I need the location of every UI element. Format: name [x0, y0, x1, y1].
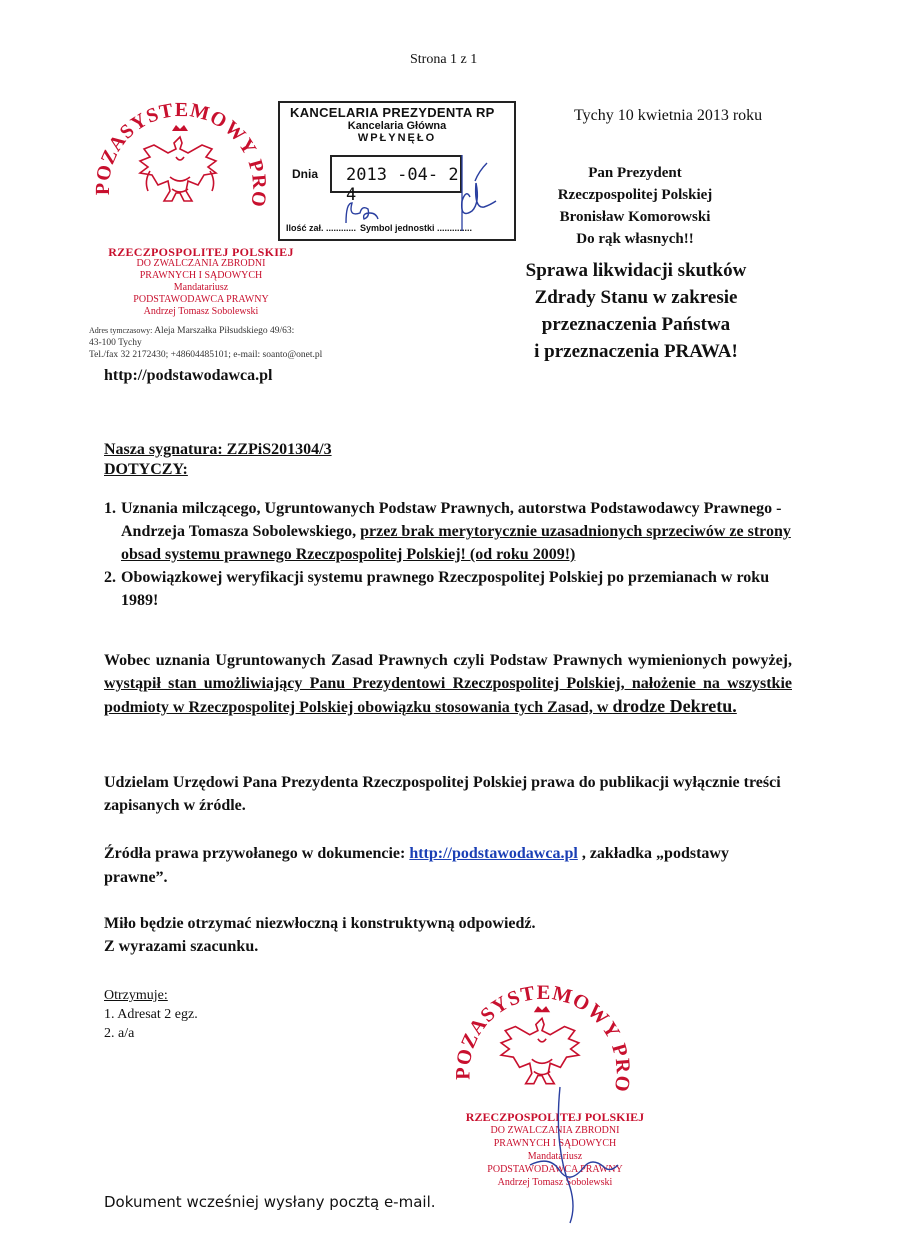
subject-line: przeznaczenia Państwa	[541, 314, 731, 335]
prosecutor-seal-emblem	[88, 82, 272, 252]
paragraph-underlined-text: wystąpił stan umożliwiający Panu Prezydentowi Rzeczpospolitej Polskiej, nałożenie na wszystkie podmioty w Rzeczpospolitej Polskiej obowiązku stosowania tych Zasad, w	[104, 675, 792, 716]
reference-block	[104, 440, 332, 480]
handwritten-note-icon	[340, 193, 400, 233]
recipients-heading: Otrzymuje:	[104, 988, 168, 1003]
regarding-label: DOTYCZY:	[104, 461, 188, 478]
address-street: Aleja Marszałka Piłsudskiego 49/63:	[154, 326, 295, 336]
seal-line: PODSTAWODAWCA PRAWNY	[133, 294, 269, 305]
subject-heading	[488, 257, 784, 365]
handwritten-signature-icon	[520, 1085, 630, 1225]
handwritten-signature-icon	[420, 153, 510, 233]
stamp-unit-symbol-label: Symbol jednostki ..............	[360, 223, 473, 233]
sources-paragraph	[104, 842, 794, 890]
seal-line: DO ZWALCZANIA ZBRODNI	[490, 1125, 620, 1136]
list-item-number: 2.	[104, 569, 116, 586]
list-item-text: Obowiązkowej weryfikacji systemu prawnego Rzeczpospolitej Polskiej po przemianach w roku 1989!	[121, 569, 770, 609]
seal-line: Andrzej Tomasz Sobolewski	[143, 306, 259, 317]
seal-line: Andrzej Tomasz Sobolewski	[497, 1177, 613, 1188]
seal-line: PRAWNYCH I SĄDOWYCH	[139, 270, 263, 281]
letter-date: Tychy 10 kwietnia 2013 roku	[574, 107, 763, 124]
seal-text-block	[80, 246, 322, 318]
paragraph-text: , zakładka „podstawy prawne”.	[104, 845, 729, 886]
addressee-line: Do rąk własnych!!	[576, 231, 694, 247]
seal-line: Mandatariusz	[173, 282, 229, 293]
addressee-line: Bronisław Komorowski	[559, 209, 711, 225]
recipient-item: 2. a/a	[104, 1026, 135, 1041]
paragraph-text: Wobec uznania Ugruntowanych Zasad Prawnych czyli Podstaw Prawnych wymienionych powyżej,	[104, 652, 792, 669]
seal-line: PRAWNYCH I SĄDOWYCH	[493, 1138, 617, 1149]
seal-line: RZECZPOSPOLITEJ POLSKIEJ	[108, 245, 294, 259]
publication-permission-paragraph: Udzielam Urzędowi Pana Prezydenta Rzeczpospolitej Polskiej prawa do publikacji wyłącznie treści zapisanych w źródle.	[104, 774, 781, 814]
list-item-underlined-text: przez brak merytorycznie uzasadnionych sprzeciwów ze strony obsad systemu prawnego Rzeczpospolitej Polskiej! (od roku 2009!)	[121, 523, 791, 563]
addressee-block	[500, 162, 770, 250]
subject-line: Zdrady Stanu w zakresie	[534, 287, 738, 308]
stamp-attachments-label: Ilość zał. ............	[286, 223, 357, 233]
subject-line: i przeznaczenia PRAWA!	[534, 341, 738, 362]
list-item-text: Uznania milczącego, Ugruntowanych Podstaw Prawnych, autorstwa Podstawodawcy Prawnego - Andrzeja Tomasza Sobolewskiego,	[121, 500, 782, 540]
addressee-line: Pan Prezydent	[588, 165, 682, 181]
subject-line: Sprawa likwidacji skutków	[525, 260, 747, 281]
addressee-line: Rzeczpospolitej Polskiej	[557, 187, 713, 203]
seal-line: Mandatariusz	[527, 1151, 583, 1162]
list-item	[104, 497, 794, 566]
chancellery-received-stamp	[278, 101, 516, 241]
address-contact: Tel./fax 32 2172430; +48604485101; e-mail: soanto@onet.pl	[89, 350, 323, 360]
address-city: 43-100 Tychy	[89, 338, 142, 348]
svg-text:POZASYSTEMOWY PROKURATOR	[88, 82, 270, 209]
address-label: Adres tymczasowy:	[89, 326, 153, 335]
recipients-block	[104, 986, 198, 1043]
closing-salutation: Z wyrazami szacunku.	[104, 938, 259, 955]
eagle-icon	[140, 125, 216, 201]
stamp-received-label: WPŁYNĘŁO	[357, 132, 437, 144]
stamp-date-label: Dnia	[292, 167, 319, 181]
seal-line: PODSTAWODAWCA PRAWNY	[487, 1164, 623, 1175]
source-link[interactable]: http://podstawodawca.pl	[409, 845, 578, 862]
seal-line: RZECZPOSPOLITEJ POLSKIEJ	[465, 1110, 645, 1124]
page-number: Strona 1 z 1	[410, 52, 478, 67]
paragraph-text: Źródła prawa przywołanego w dokumencie:	[104, 845, 410, 862]
stamp-title: KANCELARIA PREZYDENTA RP	[290, 105, 495, 120]
decree-paragraph	[104, 649, 792, 719]
closing-paragraph	[104, 912, 794, 958]
stamp-date: 2013 -04- 2 4	[346, 165, 459, 205]
footer-note: Dokument wcześniej wysłany pocztą e-mail.	[104, 1193, 436, 1211]
sender-address	[89, 325, 322, 361]
list-item	[104, 566, 794, 612]
reference-signature: Nasza sygnatura: ZZPiS201304/3	[104, 441, 332, 458]
paragraph-emphasis-text: drodze Dekretu.	[612, 696, 737, 716]
recipient-item: 1. Adresat 2 egz.	[104, 1007, 198, 1022]
closing-line: Miło będzie otrzymać niezwłoczną i konstruktywną odpowiedź.	[104, 915, 536, 932]
seal-arc-text: POZASYSTEMOWY PRO	[452, 981, 634, 1094]
sender-website: http://podstawodawca.pl	[104, 367, 273, 384]
eagle-icon	[501, 1006, 579, 1084]
regarding-list	[104, 497, 794, 612]
stamp-subtitle: Kancelaria Główna	[347, 120, 447, 132]
seal-arc-text: POZASYSTEMOWY PRO	[91, 98, 271, 210]
list-item-number: 1.	[104, 500, 116, 517]
seal-line: DO ZWALCZANIA ZBRODNI	[136, 258, 266, 269]
